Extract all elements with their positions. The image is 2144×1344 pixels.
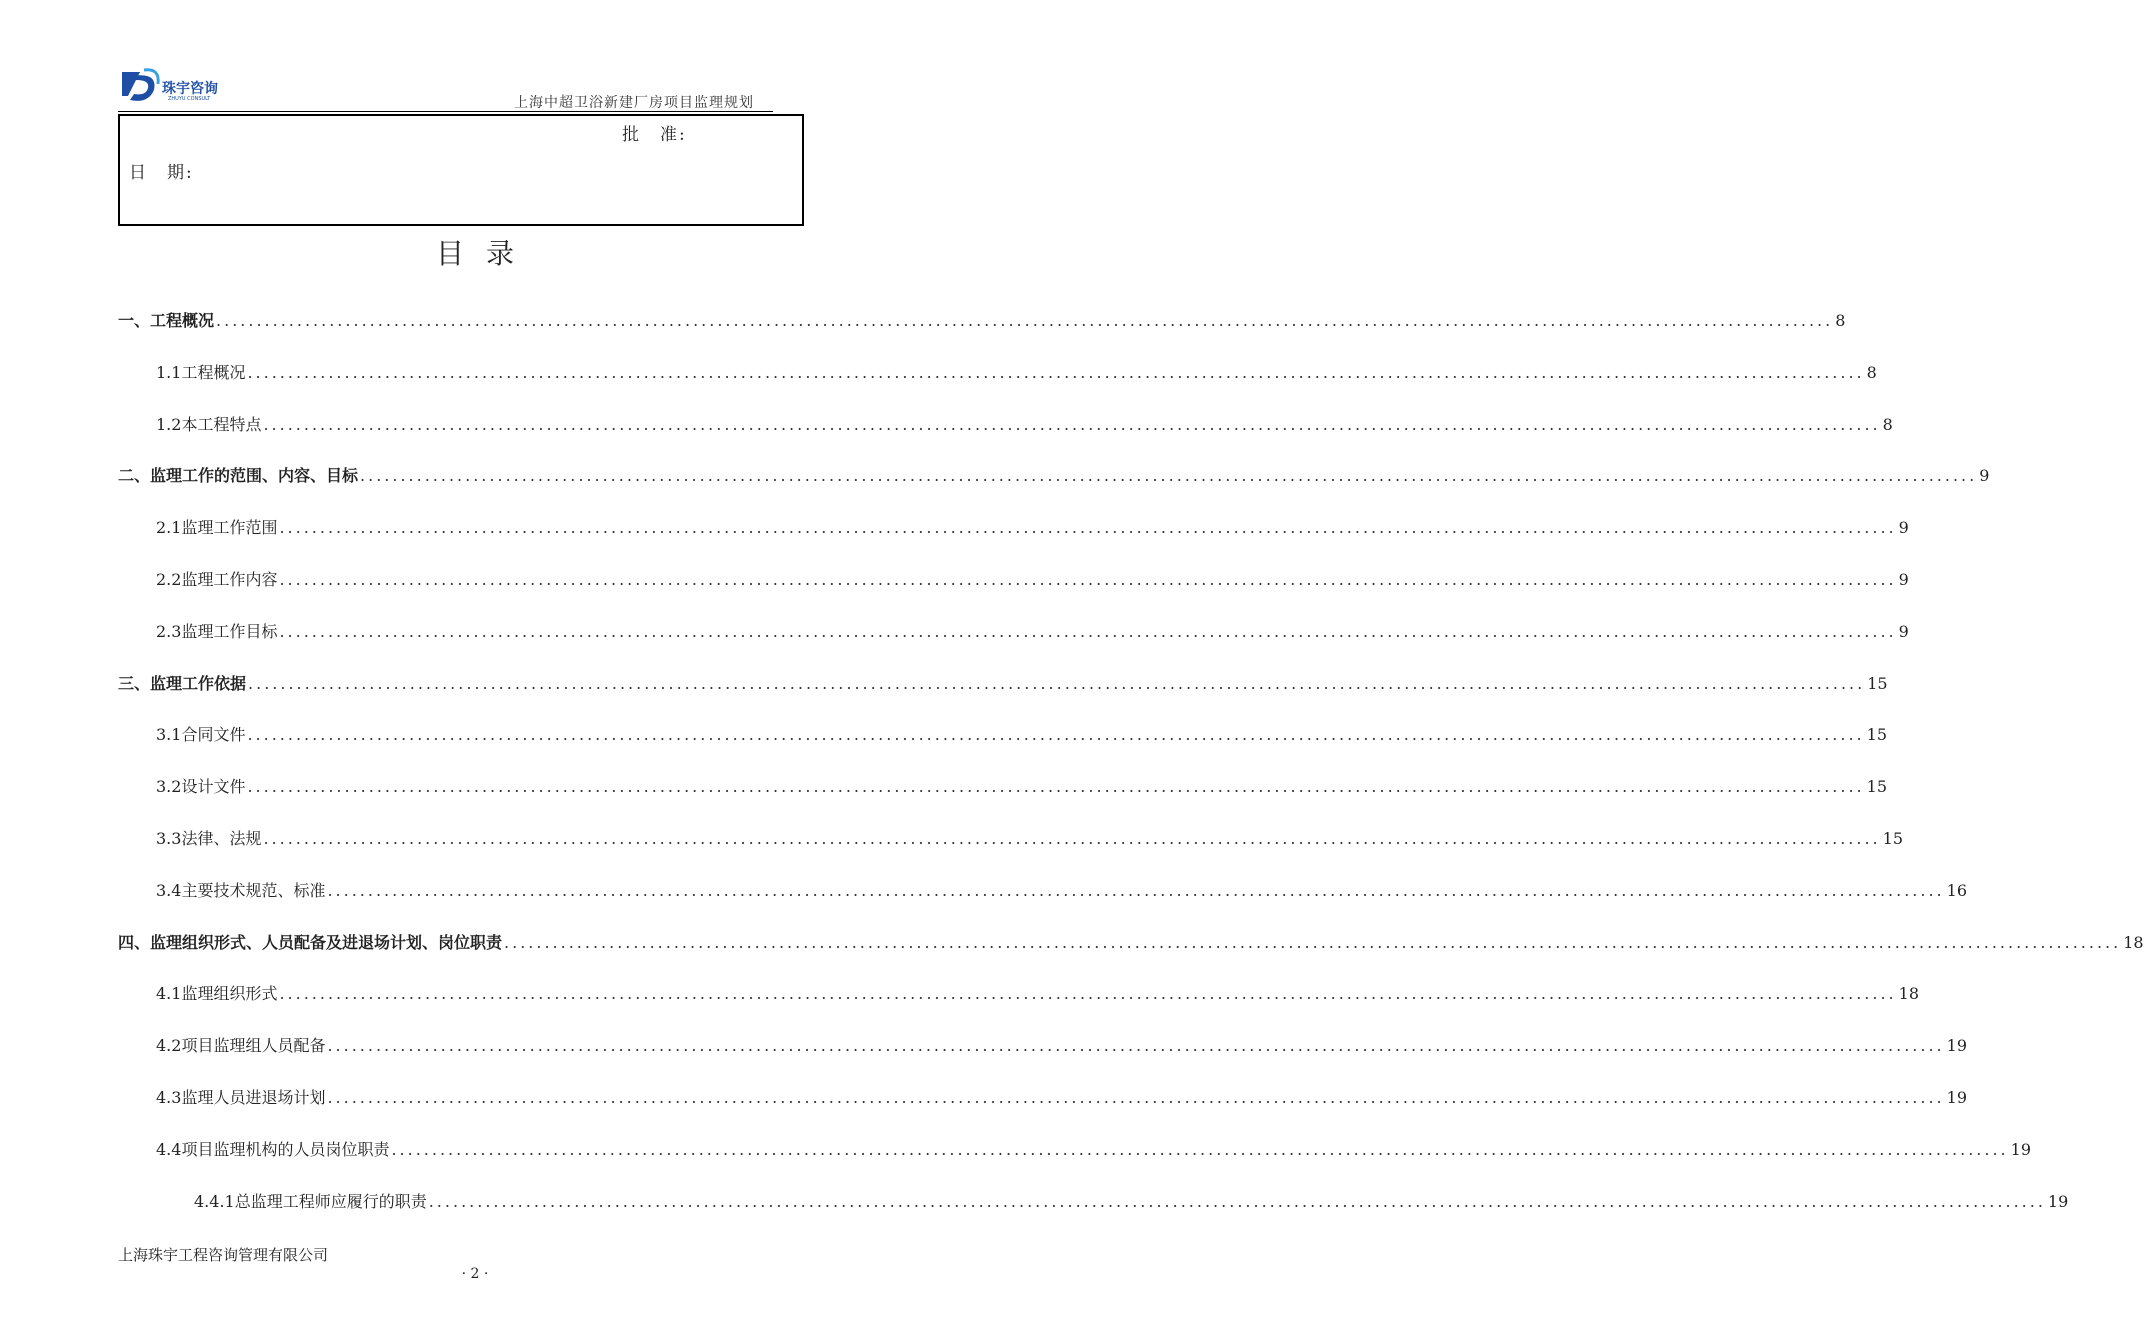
toc-entry[interactable] bbox=[156, 1033, 1967, 1056]
toc-entry-page: 19 bbox=[1946, 1088, 1967, 1107]
company-logo bbox=[118, 66, 238, 110]
toc-entry[interactable] bbox=[156, 981, 1919, 1004]
toc-entry[interactable] bbox=[156, 567, 1909, 590]
approval-box bbox=[118, 114, 804, 226]
toc-leader-dots: ........................................................................................................................................................................................................ bbox=[327, 1088, 1945, 1107]
toc-entry[interactable] bbox=[156, 878, 1967, 901]
toc-leader-dots: ........................................................................................................................................................................................................ bbox=[247, 725, 1865, 745]
toc-leader-dots: ........................................................................................................................................................................................................ bbox=[248, 673, 1866, 693]
toc-entry[interactable] bbox=[156, 722, 1887, 745]
toc-leader-dots: ........................................................................................................................................................................................................ bbox=[263, 829, 1881, 848]
toc-title: 目录 bbox=[435, 237, 536, 270]
toc-entry-label: 四、监理组织形式、人员配备及进退场计划、岗位职责 bbox=[118, 932, 503, 952]
toc-entry-label: 2.2监理工作内容 bbox=[156, 570, 278, 589]
toc-leader-dots: ........................................................................................................................................................................................................ bbox=[327, 880, 1945, 900]
toc-entry-label: 4.2项目监理组人员配备 bbox=[156, 1036, 326, 1056]
toc-entry[interactable] bbox=[118, 463, 1990, 486]
document-header-title: 上海中超卫浴新建厂房项目监理规划 bbox=[514, 95, 754, 111]
toc-entry[interactable] bbox=[156, 619, 1909, 642]
toc-entry[interactable] bbox=[118, 308, 1846, 331]
toc-entry-label: 2.3监理工作目标 bbox=[156, 621, 278, 641]
toc-entry-page: 15 bbox=[1866, 777, 1887, 797]
toc-entry-label: 1.1工程概况 bbox=[156, 362, 246, 382]
toc-leader-dots: ........................................................................................................................................................................................................ bbox=[279, 518, 1897, 538]
toc-entry-label: 3.4主要技术规范、标准 bbox=[156, 880, 326, 900]
toc-entry-page: 19 bbox=[1946, 1036, 1967, 1056]
approve-label: 批 准: bbox=[622, 125, 687, 145]
toc-leader-dots: ........................................................................................................................................................................................................ bbox=[247, 362, 1865, 382]
toc-entry[interactable] bbox=[156, 1137, 2031, 1160]
logo-text: 珠宇咨询 bbox=[162, 81, 218, 97]
toc-entry-page: 16 bbox=[1946, 880, 1967, 900]
toc-entry-page: 9 bbox=[1898, 621, 1909, 641]
toc-entry[interactable] bbox=[156, 412, 1893, 435]
logo-mark-icon bbox=[118, 66, 162, 106]
toc-entry-page: 8 bbox=[1882, 414, 1893, 434]
toc-entry[interactable] bbox=[118, 671, 1888, 694]
toc-entry-label: 2.1监理工作范围 bbox=[156, 518, 278, 538]
date-label: 日 期: bbox=[129, 163, 194, 183]
toc-leader-dots: ........................................................................................................................................................................................................ bbox=[360, 466, 1978, 486]
toc-entry-page: 18 bbox=[2123, 932, 2144, 952]
toc-entry-label: 4.3监理人员进退场计划 bbox=[156, 1088, 326, 1107]
toc-entry-page: 15 bbox=[1882, 829, 1903, 848]
toc-leader-dots: ........................................................................................................................................................................................................ bbox=[279, 984, 1897, 1004]
toc-entry-page: 8 bbox=[1835, 311, 1846, 330]
toc-entry[interactable] bbox=[118, 930, 2144, 953]
toc-leader-dots: ........................................................................................................................................................................................................ bbox=[247, 777, 1865, 797]
toc-entry-page: 18 bbox=[1898, 984, 1919, 1004]
toc-leader-dots: ........................................................................................................................................................................................................ bbox=[279, 621, 1897, 641]
header-divider bbox=[118, 111, 773, 112]
toc-entry[interactable] bbox=[156, 774, 1887, 797]
toc-leader-dots: ........................................................................................................................................................................................................ bbox=[327, 1036, 1945, 1056]
footer-company: 上海珠宇工程咨询管理有限公司 bbox=[118, 1246, 329, 1264]
toc-entry[interactable] bbox=[156, 360, 1877, 383]
toc-entry-page: 19 bbox=[2047, 1191, 2069, 1211]
toc-entry[interactable] bbox=[194, 1189, 2069, 1212]
toc-entry-page: 9 bbox=[1898, 518, 1909, 538]
toc-entry-page: 9 bbox=[1979, 466, 1990, 486]
toc-entry-label: 3.3法律、法规 bbox=[156, 829, 262, 848]
toc-entry-label: 4.4.1总监理工程师应履行的职责 bbox=[194, 1191, 427, 1211]
toc-entry-label: 3.2设计文件 bbox=[156, 777, 246, 797]
toc-entry-page: 15 bbox=[1866, 725, 1887, 745]
toc-entry-page: 9 bbox=[1898, 570, 1909, 589]
toc-leader-dots: ........................................................................................................................................................................................................ bbox=[428, 1191, 2046, 1211]
toc-entry-label: 4.1监理组织形式 bbox=[156, 984, 278, 1004]
toc-entry-label: 3.1合同文件 bbox=[156, 725, 246, 745]
toc-entry-label: 一、工程概况 bbox=[118, 311, 215, 330]
toc-entry-page: 8 bbox=[1866, 362, 1877, 382]
toc-leader-dots: ........................................................................................................................................................................................................ bbox=[504, 932, 2122, 952]
page-number: · 2 · bbox=[461, 1266, 489, 1282]
toc-leader-dots: ........................................................................................................................................................................................................ bbox=[391, 1139, 2009, 1159]
logo-subtext: ZHUYU CONSULT bbox=[168, 96, 211, 102]
toc-entry-page: 15 bbox=[1867, 673, 1888, 693]
toc-entry[interactable] bbox=[156, 826, 1903, 849]
toc-entry-label: 4.4项目监理机构的人员岗位职责 bbox=[156, 1139, 390, 1159]
toc-entry-page: 19 bbox=[2010, 1139, 2031, 1159]
toc-entry[interactable] bbox=[156, 515, 1909, 538]
toc-leader-dots: ........................................................................................................................................................................................................ bbox=[263, 414, 1881, 434]
toc-leader-dots: ........................................................................................................................................................................................................ bbox=[279, 570, 1897, 589]
toc-leader-dots: ........................................................................................................................................................................................................ bbox=[216, 311, 1834, 330]
toc-entry-label: 1.2本工程特点 bbox=[156, 414, 262, 434]
toc-entry-label: 二、监理工作的范围、内容、目标 bbox=[118, 466, 359, 486]
toc-entry[interactable] bbox=[156, 1085, 1967, 1108]
toc-entry-label: 三、监理工作依据 bbox=[118, 673, 247, 693]
